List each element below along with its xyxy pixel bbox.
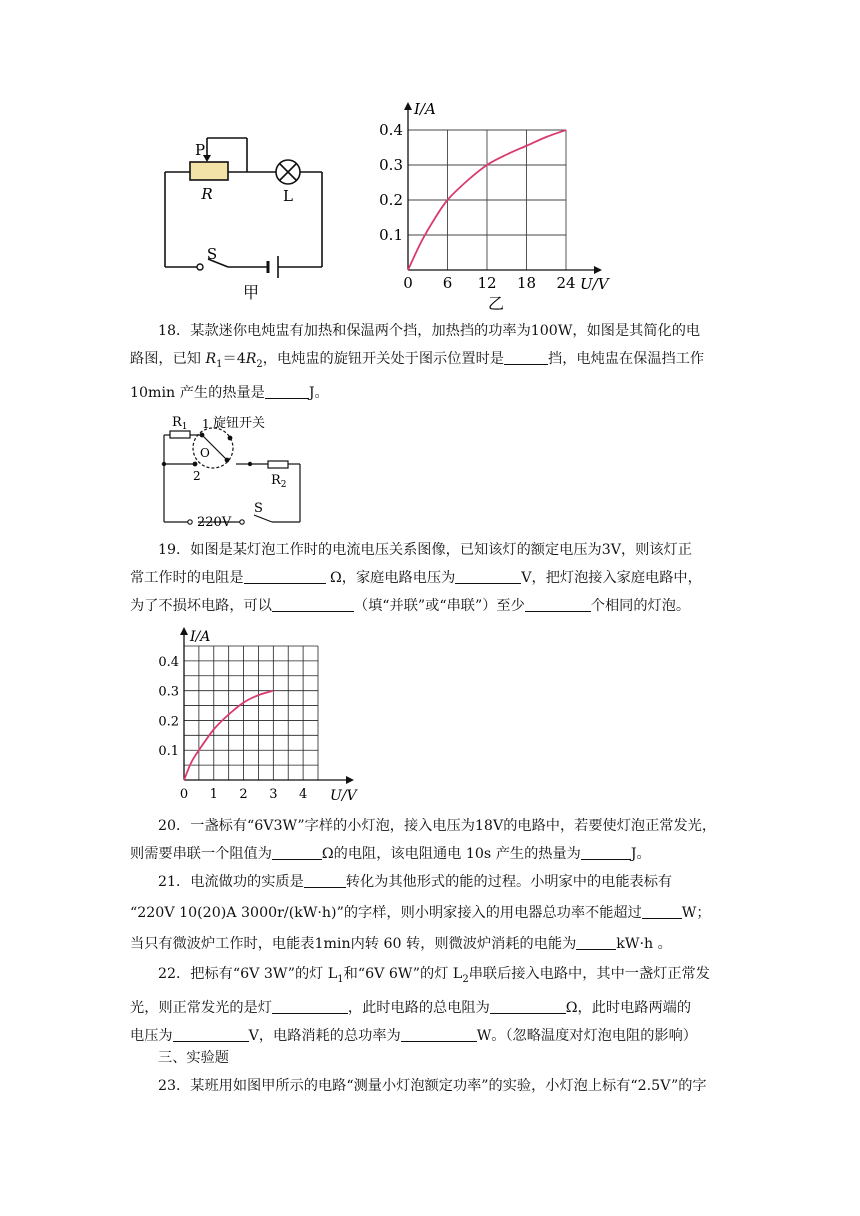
q19-line1: 如图是某灯泡工作时的电流电压关系图像，已知该灯的额定电压为3V，则该灯正 bbox=[190, 542, 692, 558]
q18-r2-sub: 2 bbox=[256, 358, 263, 370]
q21-line1b: 转化为其他形式的能的过程。小明家中的电能表标有 bbox=[345, 874, 673, 890]
x-tick-label: 2 bbox=[239, 787, 248, 802]
q23-line1: 某班用如图甲所示的电路“测量小灯泡额定功率”的实验，小灯泡上标有“2.5V”的字 bbox=[190, 1078, 707, 1094]
q19-line2c: V，把灯泡接入家庭电路中， bbox=[521, 570, 702, 586]
q20-number: 20． bbox=[158, 818, 191, 834]
y-axis-title: I/A bbox=[414, 100, 436, 118]
q21-line2b: W； bbox=[681, 905, 711, 921]
q22-line2b: ，此时电路的总电阻为 bbox=[347, 999, 490, 1016]
switch-label: S bbox=[206, 245, 218, 263]
x-tick-label: 6 bbox=[442, 274, 453, 292]
q21-line3b: kW·h 。 bbox=[616, 936, 672, 952]
voltage-label: 220V bbox=[197, 515, 232, 530]
q22-line3a: 电压为 bbox=[130, 1027, 173, 1044]
q19-line3c: 个相同的灯泡。 bbox=[590, 598, 691, 614]
q18-r1: R bbox=[205, 351, 217, 367]
q21-line1: 电流做功的实质是 bbox=[190, 874, 304, 890]
q19-line2a: 常工作时的电阻是 bbox=[130, 570, 244, 586]
figure-label-yi: 乙 bbox=[487, 294, 505, 313]
q18-line2b: ，电炖盅的旋钮开关处于图示位置时是 bbox=[262, 351, 504, 367]
y-tick-label: 0.3 bbox=[158, 684, 179, 700]
x-tick-label: 12 bbox=[477, 274, 497, 292]
r1-label: $R_1$ bbox=[172, 415, 188, 432]
question-21 bbox=[130, 868, 738, 958]
x-tick-label: 1 bbox=[209, 787, 218, 802]
q22-line1b: 和“6V 6W”的灯 L bbox=[343, 966, 463, 982]
q19-line3a: 为了不损坏电路，可以 bbox=[130, 598, 272, 614]
question-18 bbox=[130, 317, 738, 407]
q22-line2c: Ω，此时电路两端的 bbox=[565, 999, 692, 1016]
resistor-label: R bbox=[201, 185, 213, 203]
r2-label: $R_2$ bbox=[271, 473, 287, 490]
q20-line1: 一盏标有“6V3W”字样的小灯泡，接入电压为18V的电路中，若要使灯泡正常发光， bbox=[190, 818, 717, 834]
contact-1-label: 1 bbox=[202, 417, 210, 431]
answer-blank[interactable] bbox=[576, 933, 616, 950]
slider-label: P bbox=[195, 141, 206, 159]
y-tick-label: 0.3 bbox=[379, 156, 403, 174]
q18-line3a: 10min 产生的热量是 bbox=[130, 384, 265, 401]
y-tick-label: 0.2 bbox=[379, 191, 403, 209]
y-tick-label: 0.4 bbox=[379, 121, 403, 139]
circuit-diagram-jia bbox=[150, 128, 340, 308]
answer-blank[interactable] bbox=[525, 595, 591, 612]
q22-l1-sub: 1 bbox=[337, 973, 344, 985]
question-22 bbox=[130, 960, 738, 1050]
q22-l2-sub: 2 bbox=[462, 973, 469, 985]
q19-number: 19． bbox=[158, 542, 191, 558]
iu-graph-yi bbox=[370, 100, 620, 315]
q18-line3b: J。 bbox=[308, 384, 329, 401]
q22-number: 22． bbox=[158, 966, 191, 982]
y-tick-label: 0.2 bbox=[158, 714, 179, 730]
q18-line2c: 挡，电炖盅在保温挡工作 bbox=[548, 351, 705, 367]
x-tick-label: 18 bbox=[516, 274, 537, 292]
x-tick-label: 0 bbox=[179, 787, 189, 802]
q20-line2b: Ω的电阻，该电阻通电 10s 产生的热量为 bbox=[321, 846, 581, 862]
question-19 bbox=[130, 536, 738, 620]
switch-s-label: S bbox=[254, 501, 263, 516]
answer-blank[interactable] bbox=[455, 567, 521, 584]
question-20 bbox=[130, 812, 738, 868]
q20-line2c: J。 bbox=[630, 846, 651, 862]
figure-label-jia: 甲 bbox=[242, 283, 260, 302]
y-tick-label: 0.1 bbox=[379, 226, 403, 244]
slow-cooker-circuit bbox=[150, 408, 330, 530]
answer-blank[interactable] bbox=[272, 843, 322, 860]
answer-blank[interactable] bbox=[272, 997, 348, 1014]
answer-blank[interactable] bbox=[265, 382, 309, 399]
answer-blank[interactable] bbox=[173, 1025, 249, 1042]
y-tick-label: 0.1 bbox=[158, 744, 179, 760]
q19-line2b: Ω，家庭电路电压为 bbox=[325, 570, 456, 586]
q22-line3b: V，电路消耗的总功率为 bbox=[248, 1027, 401, 1044]
answer-blank[interactable] bbox=[304, 871, 346, 888]
section-experiment bbox=[130, 1044, 738, 1100]
q18-equals: ＝4 bbox=[222, 351, 246, 367]
iu-graph-q19 bbox=[150, 625, 370, 815]
q21-number: 21． bbox=[158, 874, 191, 890]
answer-blank[interactable] bbox=[244, 567, 326, 584]
y-tick-label: 0.4 bbox=[158, 654, 179, 670]
x-axis-title: U/V bbox=[580, 275, 609, 293]
x-tick-label: 0 bbox=[403, 274, 413, 292]
answer-blank[interactable] bbox=[401, 1025, 477, 1042]
q18-r1-sub: 1 bbox=[216, 358, 223, 370]
q18-number: 18． bbox=[158, 323, 191, 339]
answer-blank[interactable] bbox=[272, 595, 354, 612]
pivot-label: O bbox=[200, 446, 210, 460]
y-axis-title: I/A bbox=[190, 629, 211, 645]
x-tick-label: 4 bbox=[298, 787, 308, 802]
q22-line2a: 光，则正常发光的是灯 bbox=[130, 999, 272, 1016]
q20-line2a: 则需要串联一个阻值为 bbox=[130, 846, 272, 862]
section-title: 三、实验题 bbox=[158, 1050, 229, 1066]
q23-number: 23． bbox=[158, 1078, 191, 1094]
q22-line3c: W。（忽略温度对灯泡电阻的影响） bbox=[476, 1027, 697, 1044]
x-tick-label: 24 bbox=[556, 274, 576, 292]
lamp-label: L bbox=[283, 187, 293, 205]
q18-r2: R bbox=[245, 351, 257, 367]
answer-blank[interactable] bbox=[490, 997, 566, 1014]
q18-line1: 某款迷你电炖盅有加热和保温两个挡，加热挡的功率为100W，如图是其简化的电 bbox=[190, 323, 701, 339]
contact-2-label: 2 bbox=[193, 469, 201, 483]
answer-blank[interactable] bbox=[642, 902, 682, 919]
x-tick-label: 3 bbox=[269, 787, 278, 802]
answer-blank[interactable] bbox=[504, 348, 548, 365]
q19-line3b: （填“并联”或“串联”）至少 bbox=[353, 598, 525, 614]
answer-blank[interactable] bbox=[581, 843, 631, 860]
q22-line1a: 把标有“6V 3W”的灯 L bbox=[190, 966, 338, 982]
q18-line2a: 路图，已知 bbox=[130, 351, 206, 367]
rotary-switch-label: 旋钮开关 bbox=[213, 416, 266, 431]
x-axis-title: U/V bbox=[330, 788, 357, 804]
q21-line3a: 当只有微波炉工作时，电能表1min内转 60 转，则微波炉消耗的电能为 bbox=[130, 936, 577, 952]
q21-line2a: “220V 10(20)A 3000r/(kW·h)”的字样，则小明家接入的用电器总功率不能超过 bbox=[130, 905, 642, 921]
q22-line1c: 串联后接入电路中，其中一盏灯正常发 bbox=[468, 966, 710, 982]
